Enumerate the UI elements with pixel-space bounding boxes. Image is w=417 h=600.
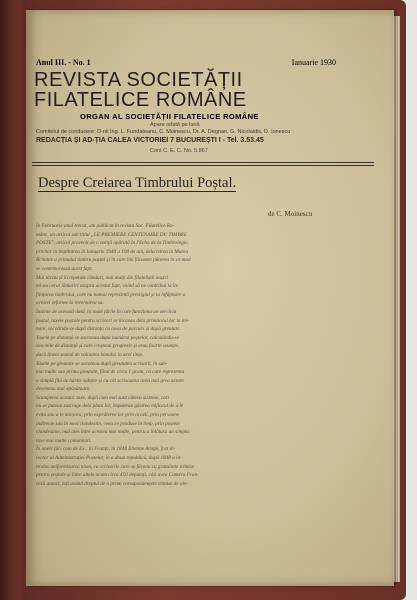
article-line: deveneau mai apăsătoare. [36, 386, 91, 393]
masthead-title-line1: REVISTA SOCIETĂȚII [34, 69, 243, 91]
article-line: nu se puteau sustrage dela plata lor, impuneau găsirea mijlocul de a le [36, 403, 184, 410]
book-spine [0, 0, 26, 600]
committee-line: Comitetul de conducere: D-nii Ing. L. Fundateanu, C. Moinescu, Dr. A. Degnan, G. Nicolaidis, D. Ionescu [36, 129, 291, 135]
article-line: Înainte de această dată, în toate țările în care funcționa un serviciu [36, 308, 177, 315]
issue-number: Anul III. - No. 1 [36, 58, 91, 67]
article-line: trodus uniformizarea taxei, cu scrisorile care se făceau cu gratuitate trimise [36, 463, 195, 470]
article-line: se comemorează acest fapt. [36, 265, 93, 272]
article-line: ființarea timbrului, care nu numai reprezintă prestigiul și la înfăptuire a [36, 291, 186, 298]
article-line: evita sau a le micșora, prin expedierea lor prin ocazii, prin persoane [36, 412, 180, 419]
article-line: o simplă filă de hârtie subțire și cu cât scrisoarea avea mai grea aceste [36, 377, 184, 384]
article-line: mi-au cerut lămuriri asupra acestui fapt, voind să ne contribui la în- [36, 283, 179, 290]
article-line: Britanie a primului timbru poștal și în care îmi făcusem părerea în ce mod [36, 257, 191, 264]
article-line: acestei reforme la inventarea sa. [36, 300, 104, 307]
article-line: privitor la împlinirea în Ianuarie 1940 a 100 de ani, dela ivirea în Marea [36, 248, 189, 255]
article-line: dacă ținem seamă de valoarea banului la acel timp. [36, 351, 144, 358]
issue-date: Ianuarie 1930 [291, 58, 336, 67]
article-line: nare, socotindu-se după distanța cu avea de parcurs și după greutate. [36, 326, 181, 333]
article-line: mai multe sau prima greutate, fiind de circa 1 gram, cu care reprezenta [36, 369, 185, 376]
article-line: poștal, taxele poștale pentru scrisori se încasau dela primitorul lor la mi- [36, 317, 189, 324]
article-title-text: Despre Creiarea Timbrului Poștal. [38, 175, 237, 191]
article-line: În unele țări cum de Ex.: în Franța, în 1848 Etienne Arago, fost di- [36, 446, 176, 453]
article-line: taxe mai multe comunitati. [36, 437, 92, 444]
masthead-title-line2: FILATELICE ROMÂNE [34, 89, 247, 111]
article-line: ceză atunci, toți având dreptul de a primi corespondențele trimise de ale- [36, 480, 189, 487]
account-number: Cont C. E. C. No. 5.867 [150, 148, 208, 154]
article-line: Scumpetea acestor taxe, după cum mai sunt câteva sisteme, cari [36, 394, 170, 401]
article-title [38, 175, 236, 192]
article-line: POSTE", articol provenit de o notiță apărută în l'Echo de la Timbrologie, [36, 240, 189, 247]
article-line: clandestine, mai ales între acestea mai multe, pentru a înlătura un simplu [36, 429, 189, 436]
article-line: pentru poștale și între altele acum circa 450 deputați, câți avea Camera Fran- [36, 472, 199, 479]
issue-line [36, 58, 336, 67]
article-line: rector al Administrației Poștelor, în a doua republică, după 1848 a in- [36, 455, 182, 462]
header-rule-bottom [32, 165, 374, 166]
article-body [36, 222, 364, 488]
article-line: indirecte sau în mod clandestin, ceea ce produse în timp, prin poștele [36, 420, 180, 427]
frequency-note: Apare odată pe lună [150, 122, 200, 128]
editorial-address: REDACȚIA ȘI AD-ȚIA CALEA VICTORIEI 7 BUCUREȘTI I - Tel. 3.53.45 [36, 137, 264, 144]
header-rule-top [32, 162, 374, 163]
article-line: Taxele pe greutate se socoteau după greutatea scrisorii, în sub- [36, 360, 168, 367]
article-line: In Februarie anul trecut, am publicat în revista Soc. Filatelice Ro- [36, 223, 175, 229]
organ-subtitle: ORGAN AL SOCIETĂȚII FILATELICE ROMÂNE [80, 112, 259, 121]
article-line: mâne, un articol sub titlul „LE PREMIERE CENTENAIRE DU TIMBRE [36, 231, 187, 238]
article-line: Mai târziu și în repetate rânduri, mai mulți din filateliștii noștri [36, 274, 168, 281]
article-byline: de C. Moinescu [268, 210, 313, 218]
page-edges [394, 16, 400, 582]
article-line: Taxele pe distanță se socoteau după numărul poștelor, calculându-se [36, 334, 179, 341]
article-line: sau mile de distanță și care creșteau progresiv și erau foarte scumpe, [36, 343, 180, 350]
